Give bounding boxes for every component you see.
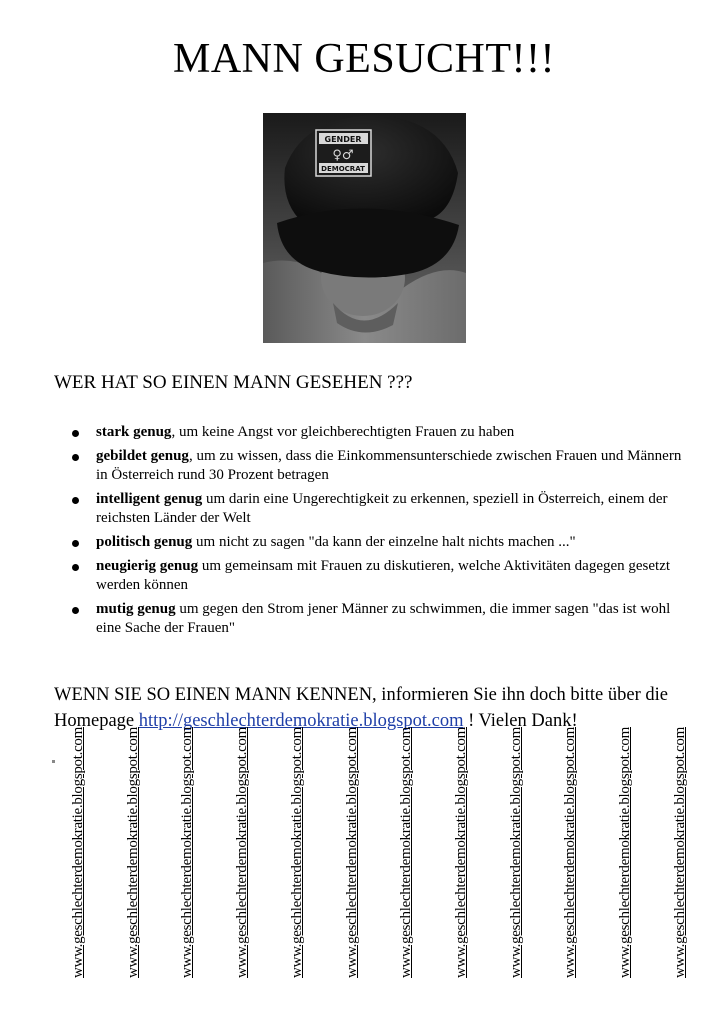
tearoff-url: www.geschlechterdemokratie.blogspot.com xyxy=(124,727,141,978)
closing-thanks: ! Vielen Dank! xyxy=(463,711,578,731)
cut-mark xyxy=(52,760,55,763)
list-item xyxy=(72,423,682,442)
tearoff-url: www.geschlechterdemokratie.blogspot.com xyxy=(70,727,86,978)
list-item xyxy=(72,533,682,552)
list-item-keyword: politisch genug xyxy=(96,534,193,550)
subheading: WER HAT SO EINEN MANN GESEHEN ??? xyxy=(54,372,413,393)
list-item xyxy=(72,557,682,595)
tearoff-strip[interactable] xyxy=(394,727,418,978)
tearoff-url: www.geschlechterdemokratie.blogspot.com xyxy=(398,727,415,978)
list-item xyxy=(72,447,682,485)
cap-text-top: GENDER xyxy=(324,135,362,144)
tearoff-url: www.geschlechterdemokratie.blogspot.com xyxy=(671,727,688,978)
list-item-keyword: gebildet genug xyxy=(96,448,189,464)
list-item-text: um darin eine Ungerechtigkeit zu erkennen, speziell in Österreich, einem der reichsten Länder der Welt xyxy=(96,491,668,526)
tearoff-url: www.geschlechterdemokratie.blogspot.com xyxy=(234,727,251,978)
tearoff-url: www.geschlechterdemokratie.blogspot.com xyxy=(343,727,360,978)
qualities-list xyxy=(72,423,682,643)
list-item-keyword: stark genug xyxy=(96,424,172,440)
man-with-cap-photo xyxy=(263,113,466,343)
list-item-text: um nicht zu sagen "da kann der einzelne halt nichts machen ..." xyxy=(192,534,576,550)
list-item-keyword: mutig genug xyxy=(96,601,176,617)
list-item-text: , um keine Angst vor gleichberechtigten Frauen zu haben xyxy=(171,424,515,440)
tearoff-url: www.geschlechterdemokratie.blogspot.com xyxy=(179,727,196,978)
tearoff-strip[interactable] xyxy=(449,727,473,978)
tearoff-strip[interactable] xyxy=(285,727,309,978)
bullet-dot-icon xyxy=(72,497,79,504)
cap-text-bottom: DEMOCRAT xyxy=(321,165,365,173)
list-item xyxy=(72,600,682,638)
cap-text-symbols: ♀♂ xyxy=(332,148,354,163)
list-item-text: um gemeinsam mit Frauen zu diskutieren, welche Aktivitäten dagegen gesetzt werden können xyxy=(96,558,671,593)
tearoff-strip[interactable] xyxy=(230,727,254,978)
bullet-dot-icon xyxy=(72,454,79,461)
tearoff-url: www.geschlechterdemokratie.blogspot.com xyxy=(507,727,524,978)
list-item-keyword: intelligent genug xyxy=(96,491,203,507)
bullet-dot-icon xyxy=(72,430,79,437)
tearoff-strip[interactable] xyxy=(504,727,528,978)
list-item-text: um gegen den Strom jener Männer zu schwimmen, die immer sagen "das ist wohl eine Sache der Frauen" xyxy=(96,601,671,636)
closing-text: WENN SIE SO EINEN MANN KENNEN, informieren Sie ihn doch bitte über die Homepage xyxy=(54,685,668,731)
tearoff-strip[interactable] xyxy=(340,727,364,978)
homepage-link[interactable]: http://geschlechterdemokratie.blogspot.com xyxy=(138,711,464,731)
tearoff-url: www.geschlechterdemokratie.blogspot.com xyxy=(562,727,579,978)
tearoff-strip[interactable] xyxy=(66,727,90,978)
list-item-keyword: neugierig genug xyxy=(96,558,199,574)
bullet-dot-icon xyxy=(72,540,79,547)
page-title: MANN GESUCHT!!! xyxy=(173,36,555,82)
tearoff-strip[interactable] xyxy=(121,727,145,978)
tearoff-url: www.geschlechterdemokratie.blogspot.com xyxy=(452,727,469,978)
tearoff-strip[interactable] xyxy=(613,727,637,978)
tearoff-url: www.geschlechterdemokratie.blogspot.com xyxy=(617,727,633,978)
list-item-text: , um zu wissen, dass die Einkommensunterschiede zwischen Frauen und Männern in Österreich rund 30 Prozent betragen xyxy=(96,448,682,483)
bullet-dot-icon xyxy=(72,607,79,614)
list-item xyxy=(72,490,682,528)
closing-paragraph xyxy=(54,682,684,734)
tearoff-url: www.geschlechterdemokratie.blogspot.com xyxy=(288,727,305,978)
bullet-dot-icon xyxy=(72,564,79,571)
tearoff-strip[interactable] xyxy=(668,727,692,978)
tearoff-strip[interactable] xyxy=(175,727,199,978)
tearoff-strip[interactable] xyxy=(558,727,582,978)
